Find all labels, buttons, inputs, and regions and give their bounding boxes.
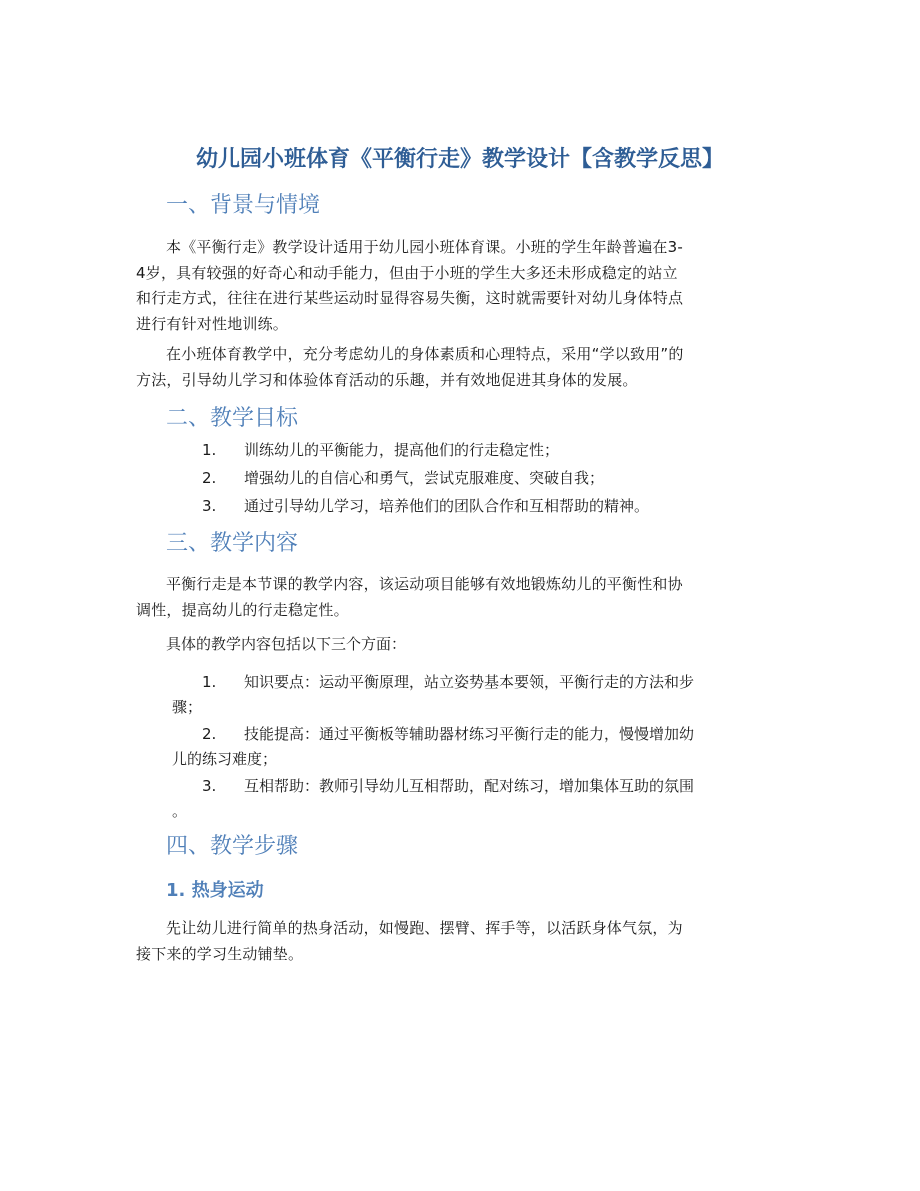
paragraph-line: 平衡行走是本节课的教学内容，该运动项目能够有效地锻炼幼儿的平衡性和协 [166,575,683,593]
list-item-text: 训练幼儿的平衡能力，提高他们的行走稳定性； [244,441,560,459]
content-paragraph [136,572,786,623]
list-item [166,492,786,520]
warmup-paragraph [136,916,786,967]
content-list [166,670,788,826]
list-item [166,774,788,824]
list-item [166,722,788,772]
subsection-heading-warmup: 1. 热身运动 [166,880,264,901]
list-item [166,436,786,464]
list-item-text-continued: 骤； [172,698,203,716]
section-heading-content: 三、教学内容 [166,531,299,556]
list-item-text: 技能提高：通过平衡板等辅助器材练习平衡行走的能力，慢慢增加幼 [244,725,695,743]
content-intro: 具体的教学内容包括以下三个方面： [166,635,407,653]
list-item-number: 3. [202,497,217,515]
list-item-number: 1. [202,441,217,459]
list-item-text: 知识要点：运动平衡原理，站立姿势基本要领，平衡行走的方法和步 [244,673,695,691]
list-item-number: 2. [202,725,217,743]
objectives-list [166,436,786,520]
background-paragraph-1 [136,235,786,337]
list-item-text-continued: 。 [172,802,188,820]
list-item [166,670,788,720]
section-heading-objectives: 二、教学目标 [166,406,299,431]
list-item-text: 互相帮助：教师引导幼儿互相帮助，配对练习，增加集体互助的氛围 [244,777,695,795]
paragraph-line: 本《平衡行走》教学设计适用于幼儿园小班体育课。小班的学生年龄普遍在3- [166,238,683,256]
paragraph-line: 调性，提高幼儿的行走稳定性。 [136,600,349,619]
paragraph-line: 4岁，具有较强的好奇心和动手能力，但由于小班的学生大多还未形成稳定的站立 [136,263,678,282]
list-item-number: 2. [202,469,217,487]
paragraph-line: 接下来的学习生动铺垫。 [136,944,304,963]
document-title: 幼儿园小班体育《平衡行走》教学设计【含教学反思】 [195,147,724,172]
list-item-number: 1. [202,673,217,691]
list-item-text: 增强幼儿的自信心和勇气，尝试克服难度、突破自我； [244,469,605,487]
list-item-text: 通过引导幼儿学习，培养他们的团队合作和互相帮助的精神。 [244,497,650,515]
paragraph-line: 在小班体育教学中，充分考虑幼儿的身体素质和心理特点，采用“学以致用”的 [166,345,684,363]
list-item-number: 3. [202,777,217,795]
section-heading-steps: 四、教学步骤 [166,834,299,859]
list-item-text-continued: 儿的练习难度； [172,750,278,768]
section-heading-background: 一、背景与情境 [166,193,321,218]
background-paragraph-2 [136,342,786,393]
list-item [166,464,786,492]
paragraph-line: 方法，引导幼儿学习和体验体育活动的乐趣，并有效地促进其身体的发展。 [136,370,638,389]
paragraph-line: 先让幼儿进行简单的热身活动，如慢跑、摆臂、挥手等，以活跃身体气氛，为 [166,919,683,937]
paragraph-line: 进行有针对性地训练。 [136,314,289,333]
paragraph-line: 和行走方式，往往在进行某些运动时显得容易失衡，这时就需要针对幼儿身体特点 [136,289,684,307]
